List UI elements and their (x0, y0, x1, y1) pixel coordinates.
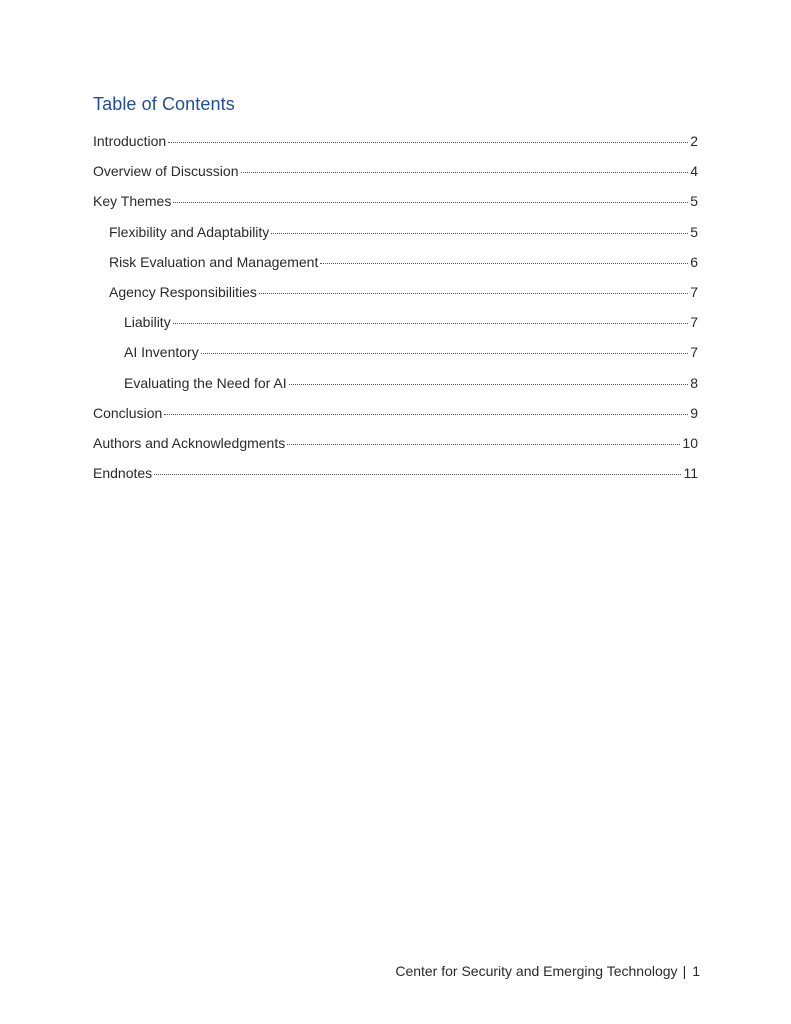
toc-entry-overview-of-discussion[interactable] (93, 161, 698, 191)
toc-entry-flexibility-and-adaptability[interactable] (93, 222, 698, 252)
toc-entry-label: Authors and Acknowledgments (93, 434, 286, 451)
toc-entry-page: 2 (690, 133, 698, 149)
toc-entry-label: Conclusion (93, 404, 163, 421)
footer-organization: Center for Security and Emerging Technology (395, 963, 678, 979)
dot-leader (173, 323, 689, 324)
toc-entry-key-themes[interactable] (93, 191, 698, 221)
page-footer (395, 963, 700, 979)
toc-entry-page: 7 (690, 283, 698, 300)
toc-entry-page: 5 (690, 223, 698, 240)
dot-leader (259, 293, 688, 294)
toc-entry-evaluating-the-need-for-ai[interactable] (93, 373, 698, 403)
toc-entry-label: Key Themes (93, 193, 172, 210)
toc-list (93, 131, 698, 493)
toc-entry-ai-inventory[interactable] (93, 342, 698, 372)
dot-leader (271, 233, 688, 234)
toc-entry-label: Agency Responsibilities (109, 283, 257, 300)
toc-entry-endnotes[interactable] (93, 463, 698, 493)
toc-entry-introduction[interactable] (93, 131, 698, 161)
dot-leader (289, 384, 689, 385)
toc-entry-label: Overview of Discussion (93, 163, 239, 180)
toc-entry-page: 5 (690, 193, 698, 210)
toc-entry-page: 7 (690, 344, 698, 361)
toc-entry-label: Flexibility and Adaptability (109, 223, 270, 240)
toc-entry-agency-responsibilities[interactable] (93, 282, 698, 312)
toc-entry-page: 11 (683, 465, 698, 482)
footer-separator: | (682, 963, 687, 979)
toc-title: Table of Contents (93, 94, 235, 114)
dot-leader (241, 172, 689, 173)
toc-entry-label: Endnotes (93, 465, 153, 482)
toc-entry-page: 8 (690, 374, 698, 391)
toc-entry-page: 9 (690, 404, 698, 421)
toc-entry-page: 10 (682, 434, 698, 451)
toc-entry-authors-and-acknowledgments[interactable] (93, 433, 698, 463)
toc-entry-page: 4 (690, 163, 698, 180)
footer-page-number: 1 (692, 963, 700, 979)
toc-entry-page: 6 (690, 253, 698, 270)
toc-entry-label: Liability (124, 314, 171, 331)
dot-leader (173, 202, 688, 203)
toc-entry-page: 7 (690, 314, 698, 331)
toc-entry-liability[interactable] (93, 312, 698, 342)
dot-leader (320, 263, 688, 264)
dot-leader (201, 353, 689, 354)
toc-entry-label: Evaluating the Need for AI (124, 374, 287, 391)
toc-entry-label: Risk Evaluation and Management (109, 253, 319, 270)
toc-entry-conclusion[interactable] (93, 403, 698, 433)
dot-leader (164, 414, 688, 415)
dot-leader (168, 142, 688, 143)
toc-entry-label: AI Inventory (124, 344, 199, 361)
dot-leader (154, 474, 681, 475)
dot-leader (287, 444, 680, 445)
toc-entry-risk-evaluation-and-management[interactable] (93, 252, 698, 282)
toc-entry-label: Introduction (93, 133, 167, 149)
